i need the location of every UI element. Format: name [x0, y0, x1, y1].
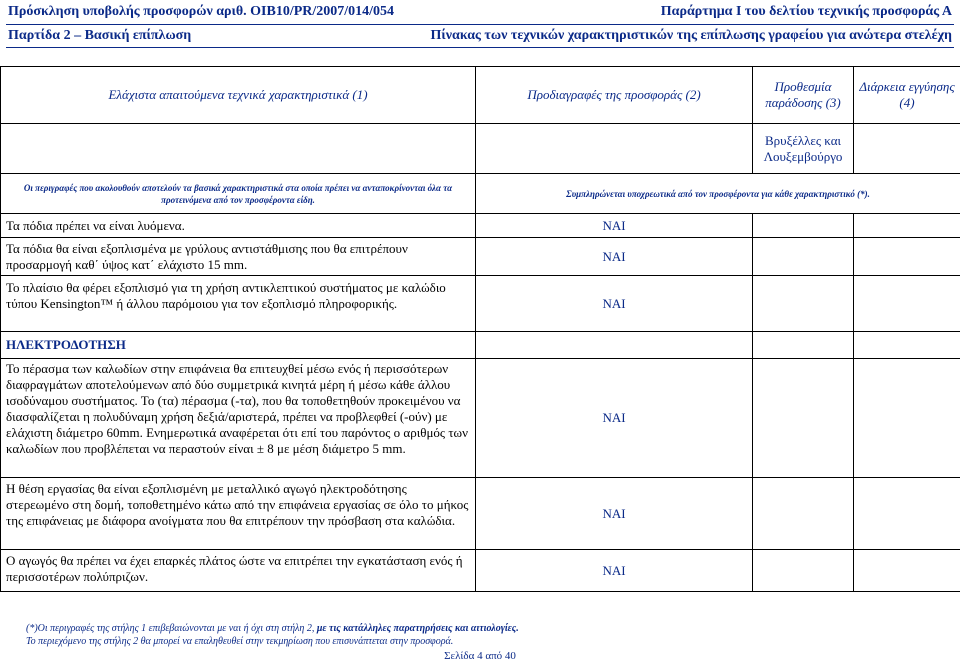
empty-cell — [476, 332, 753, 359]
header-divider-2 — [6, 47, 954, 48]
empty-cell — [753, 276, 854, 332]
header-annex-title: Παράρτημα Ι του δελτίου τεχνικής προσφοράς Α — [661, 4, 952, 20]
spec-row-text: Η θέση εργασίας θα είναι εξοπλισμένη με μεταλλικό αγωγό ηλεκτροδότησης στερεωμένο στη δομή, τοποθετημένο κάτω από την επιφάνεια εργασίας σε όλο το μήκος της επιφάνειας με διάφορα ανοίγματα που θα επιτρέπουν την πρόσβαση στα καλώδια. — [1, 478, 476, 550]
empty-cell — [854, 238, 960, 276]
note-offer-obligation: Συμπληρώνεται υποχρεωτικά από τον προσφέροντα για κάθε χαρακτηριστικό (*). — [476, 174, 960, 214]
offer-answer: ΝΑΙ — [476, 478, 753, 550]
offer-answer: ΝΑΙ — [476, 359, 753, 478]
footnote-2: Το περιεχόμενο της στήλης 2 θα μπορεί να επαληθευθεί στην τεκμηρίωση που επισυνάπτεται στην προσφορά. — [26, 636, 453, 647]
empty-cell — [753, 332, 854, 359]
empty-cell — [854, 359, 960, 478]
empty-cell — [1, 124, 476, 174]
footnote-1-text: (*)Οι περιγραφές της στήλης 1 επιβεβαιώνονται με ναι ή όχι στη στήλη 2, — [26, 623, 317, 634]
col-header-minimum-specs: Ελάχιστα απαιτούμενα τεχνικά χαρακτηριστικά (1) — [1, 67, 476, 124]
footnote-1-emphasis: με τις κατάλληλες παρατηρήσεις και αιτιολογίες. — [317, 623, 519, 634]
page-number: Σελίδα 4 από 40 — [0, 650, 960, 662]
offer-answer: ΝΑΙ — [476, 214, 753, 238]
header-lot: Παρτίδα 2 – Βασική επίπλωση — [8, 28, 191, 44]
note-min-specs: Οι περιγραφές που ακολουθούν αποτελούν τα βασικά χαρακτηριστικά στα οποία πρέπει να ανταποκρίνονται όλα τα προτεινόμενα από τον προσφέροντα είδη. — [1, 174, 476, 214]
header-call-reference: Πρόσκληση υποβολής προσφορών αριθ. OIB10/PR/2007/014/054 — [8, 4, 394, 20]
spec-row-text: Το πλαίσιο θα φέρει εξοπλισμό για τη χρήση αντικλεπτικού συστήματος με καλώδιο τύπου Kensington™ ή άλλου παρόμοιου για τον εξοπλισμό πληροφορικής. — [1, 276, 476, 332]
col-header-warranty: Διάρκεια εγγύησης (4) — [854, 67, 960, 124]
offer-answer: ΝΑΙ — [476, 238, 753, 276]
spec-table — [0, 66, 960, 592]
header-divider — [6, 24, 954, 25]
section-heading-electrification: ΗΛΕΚΤΡΟΔΟΤΗΣΗ — [1, 332, 476, 359]
spec-row-text: Το πέρασμα των καλωδίων στην επιφάνεια θα επιτευχθεί μέσω ενός ή περισσότερων διαφραγμάτων αποτελούμενων από δύο συμμετρικά κινητά μέρη ή μέσω κάθε άλλου ισοδύναμου συστήματος. Το (τα) πέρασμα (-τα), που θα τοποθετηθούν προκειμένου να διασφαλίζεται η πολυδύναμη χρήση δεξιά/αριστερά, πρέπει να προβλεφθεί (-ούν) με ελάχιστη διάμετρο 60mm. Ενημερωτικά αναφέρεται ότι επί του παρόντος ο αριθμός των καλωδίων που προβλέπεται να περαστούν είναι ± 8 με μέση διάμετρο 5 mm. — [1, 359, 476, 478]
footnote-1 — [26, 623, 519, 634]
spec-row-text: Τα πόδια πρέπει να είναι λυόμενα. — [1, 214, 476, 238]
empty-cell — [854, 550, 960, 592]
col-header-offer-specs: Προδιαγραφές της προσφοράς (2) — [476, 67, 753, 124]
empty-cell — [854, 332, 960, 359]
spec-row-text: Ο αγωγός θα πρέπει να έχει επαρκές πλάτος ώστε να επιτρέπει την εγκατάσταση ενός ή περισσοτέρων πολύπριζων. — [1, 550, 476, 592]
header-table-title: Πίνακας των τεχνικών χαρακτηριστικών της επίπλωσης γραφείου για ανώτερα στελέχη — [431, 28, 952, 44]
col-header-delivery: Προθεσμία παράδοσης (3) — [753, 67, 854, 124]
empty-cell — [854, 478, 960, 550]
empty-cell — [753, 550, 854, 592]
empty-cell — [476, 124, 753, 174]
empty-cell — [753, 214, 854, 238]
empty-cell — [753, 359, 854, 478]
empty-cell — [854, 276, 960, 332]
spec-row-text: Τα πόδια θα είναι εξοπλισμένα με γρύλους αντιστάθμισης που θα επιτρέπουν προσαρμογή καθ΄ ύψος κατ΄ ελάχιστο 15 mm. — [1, 238, 476, 276]
empty-cell — [753, 478, 854, 550]
offer-answer: ΝΑΙ — [476, 276, 753, 332]
delivery-location: Βρυξέλλες και Λουξεμβούργο — [753, 124, 854, 174]
offer-answer: ΝΑΙ — [476, 550, 753, 592]
empty-cell — [854, 214, 960, 238]
empty-cell — [854, 124, 960, 174]
empty-cell — [753, 238, 854, 276]
